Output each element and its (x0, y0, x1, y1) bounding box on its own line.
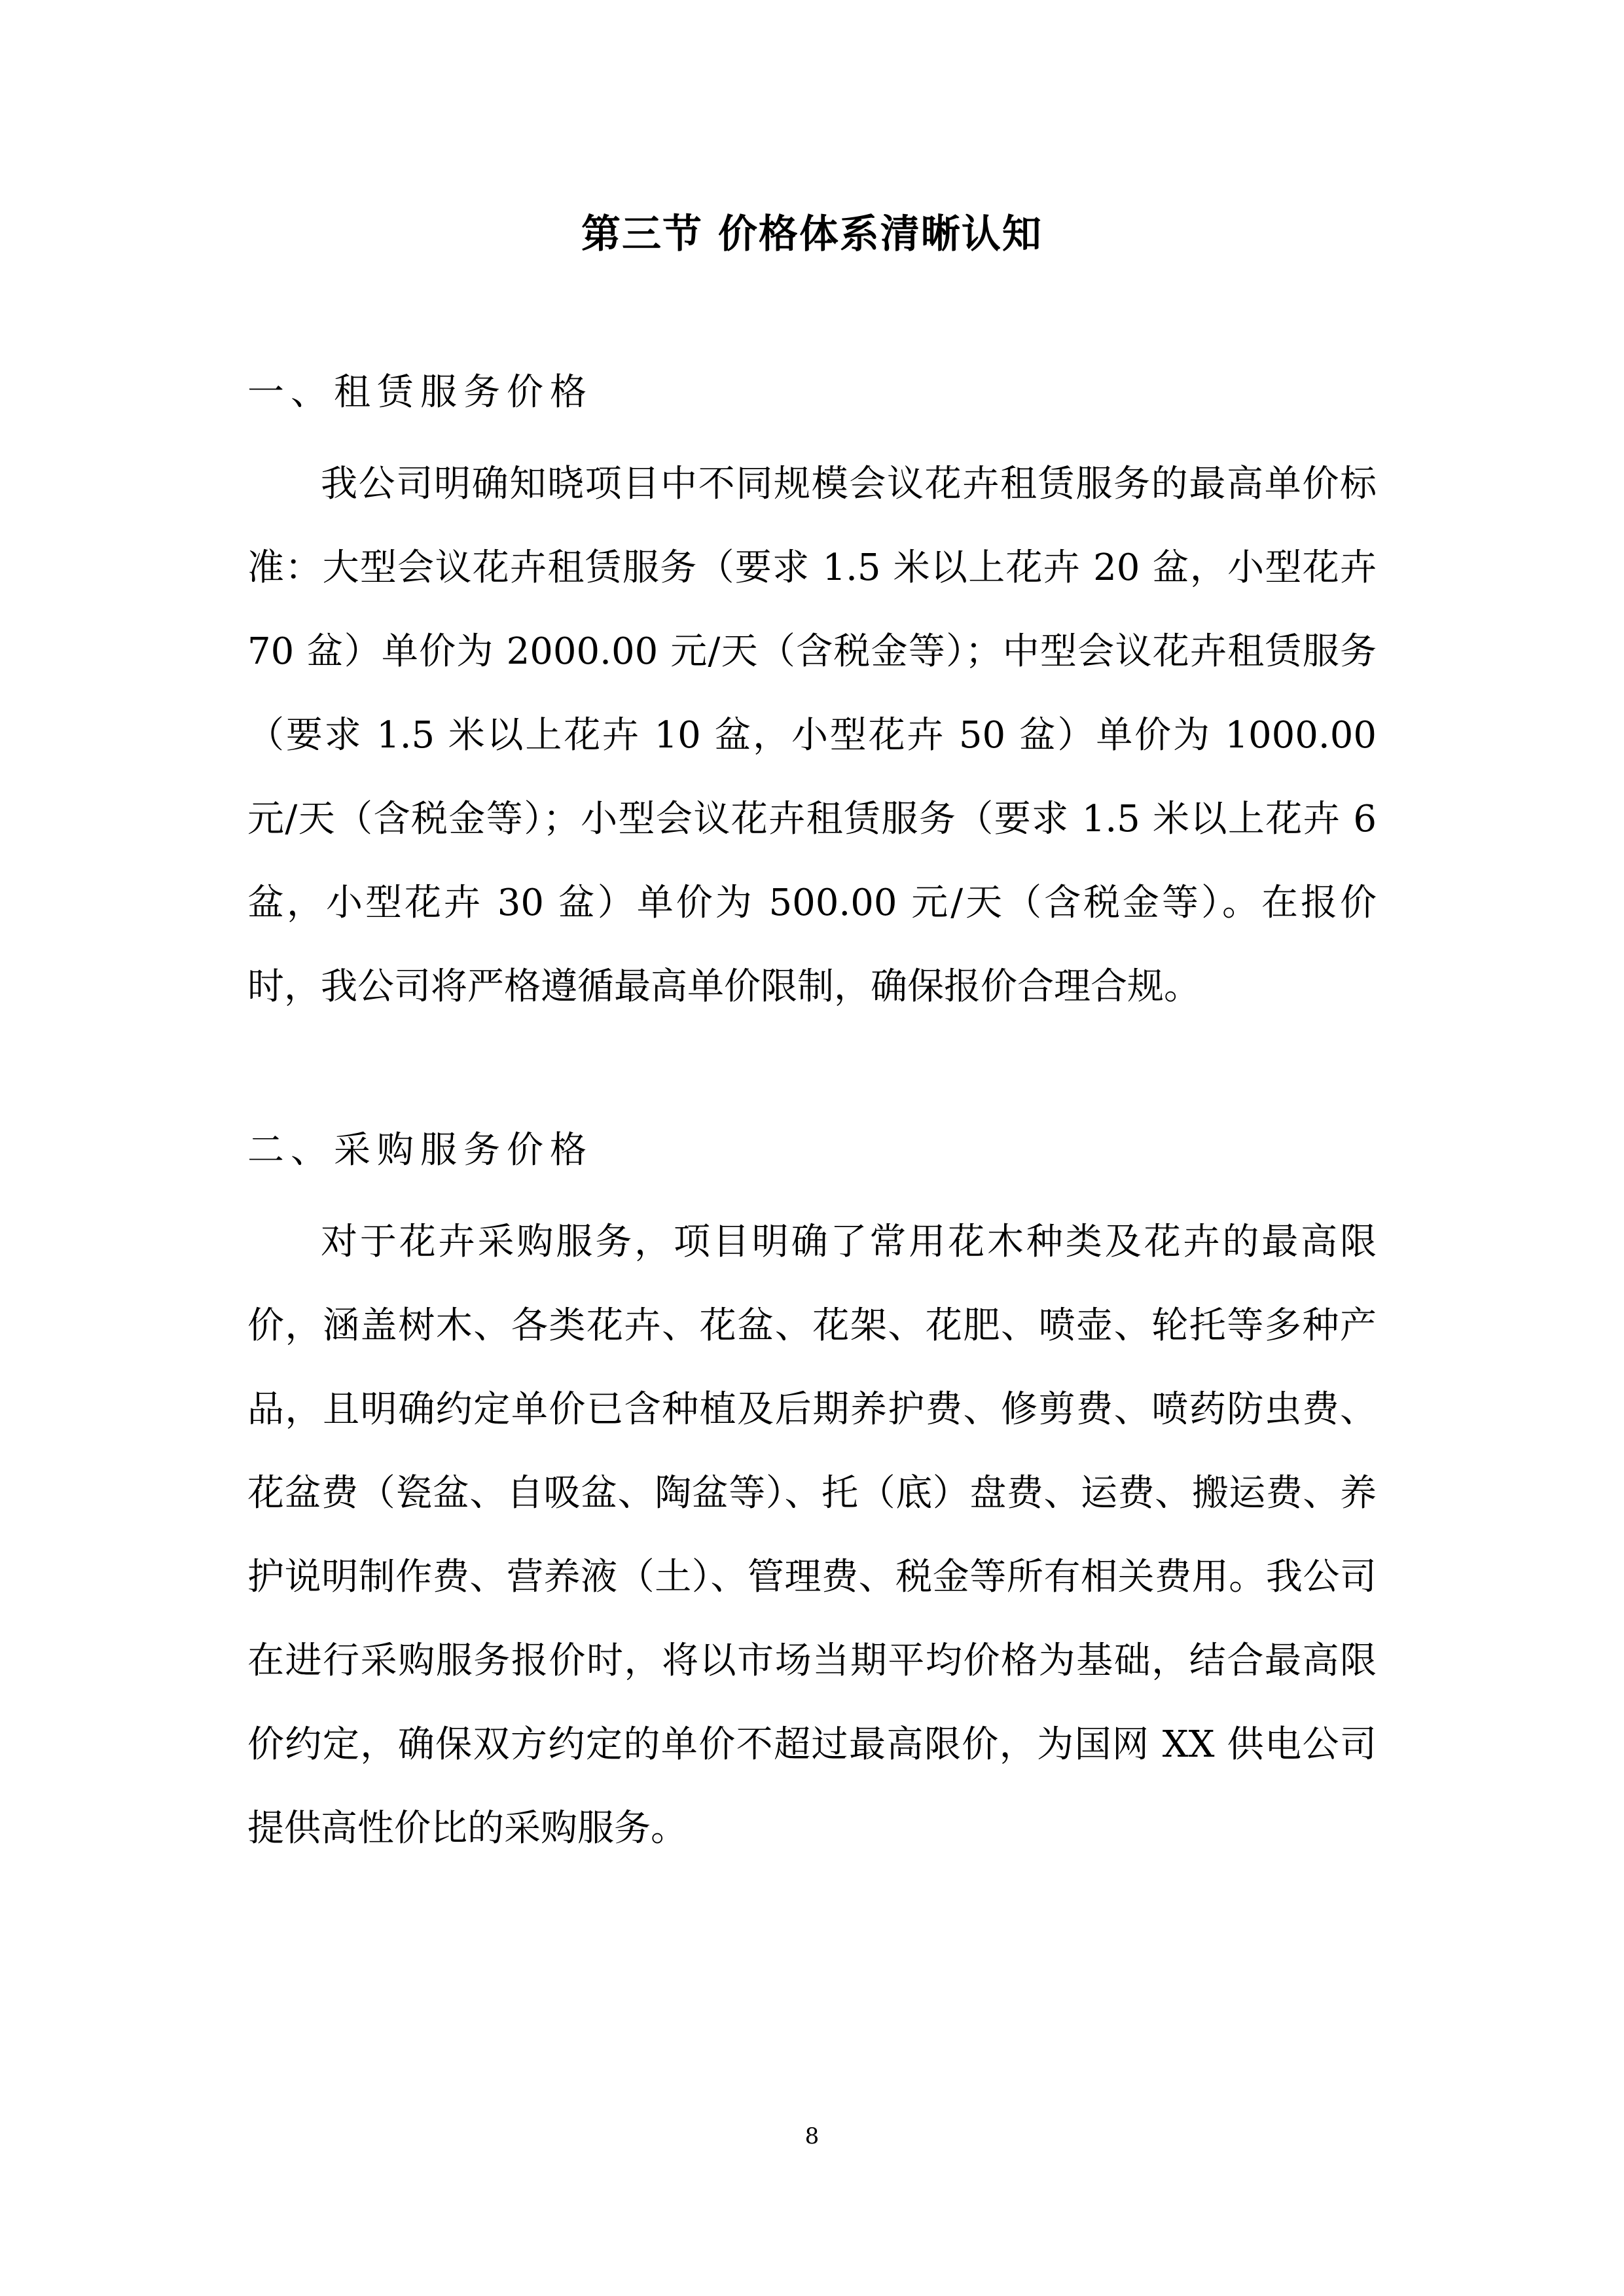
heading-rental-price: 一、租赁服务价格 (247, 371, 593, 414)
paragraph-rental-price: 我公司明确知晓项目中不同规模会议花卉租赁服务的最高单价标准：大型会议花卉租赁服务（要求 1.5 米以上花卉 20 盆，小型花卉 70 盆）单价为 2000.00 元/天（含税金等）；中型会议花卉租赁服务（要求 1.5 米以上花卉 10 盆，小型花卉 50 盆）单价为 1000.00 元/天（含税金等）；小型会议花卉租赁服务（要求 1.5 米以上花卉 6 盆，小型花卉 30 盆）单价为 500.00 元/天（含税金等）。在报价时，我公司将严格遵循最高单价限制，确保报价合理合规。 (247, 463, 1377, 1008)
paragraph-procurement-price: 对于花卉采购服务，项目明确了常用花木种类及花卉的最高限价，涵盖树木、各类花卉、花盆、花架、花肥、喷壶、轮托等多种产品，且明确约定单价已含种植及后期养护费、修剪费、喷药防虫费、花盆费（瓷盆、自吸盆、陶盆等）、托（底）盘费、运费、搬运费、养护说明制作费、营养液（土）、管理费、税金等所有相关费用。我公司在进行采购服务报价时，将以市场当期平均价格为基础，结合最高限价约定，确保双方约定的单价不超过最高限价，为国网 XX 供电公司提供高性价比的采购服务。 (247, 1221, 1377, 1850)
heading-procurement-price: 二、采购服务价格 (247, 1129, 593, 1172)
page-number: 8 (804, 2123, 820, 2149)
section-title: 第三节 价格体系清晰认知 (581, 211, 1043, 257)
